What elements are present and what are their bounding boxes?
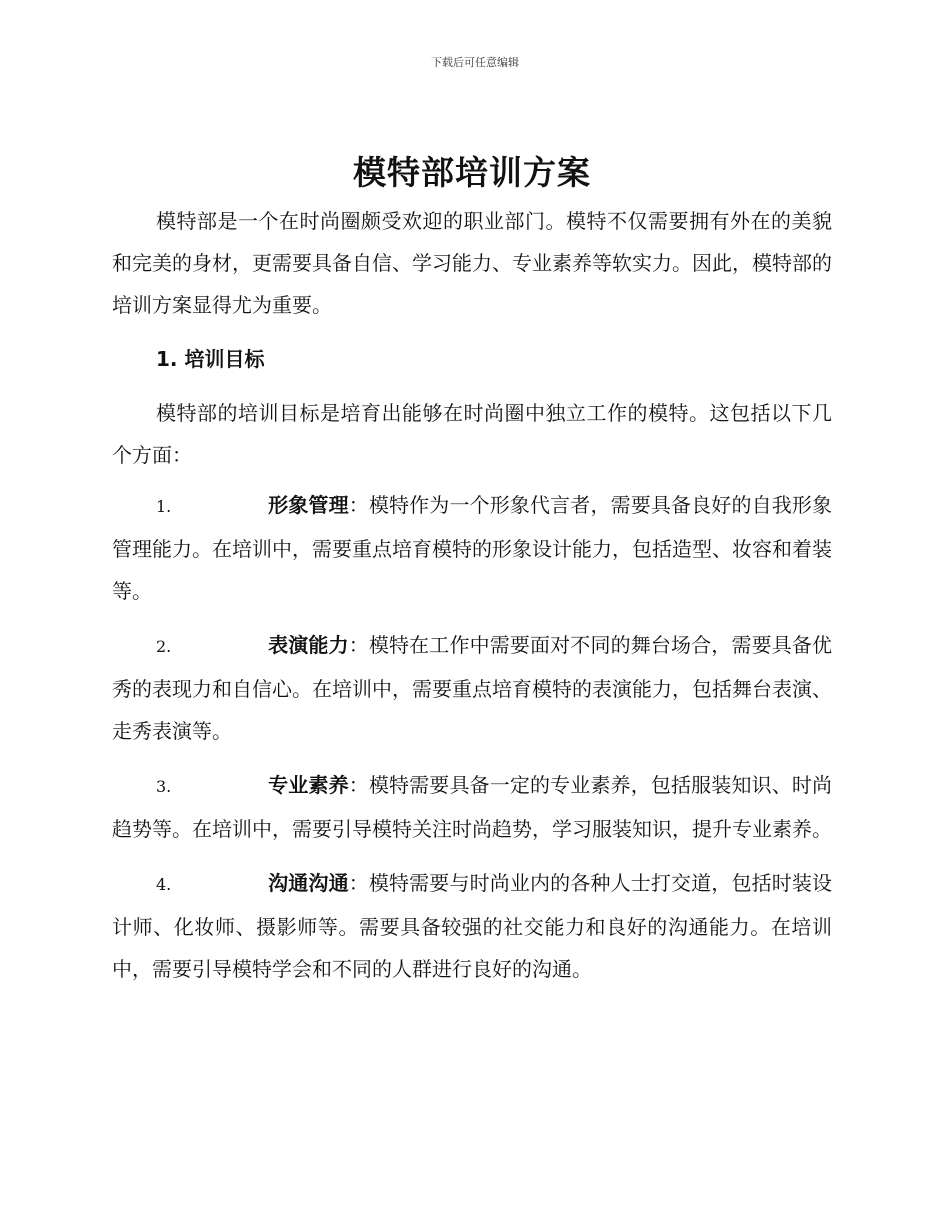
list-item-term: 形象管理: [268, 493, 349, 517]
list-item-term: 表演能力: [268, 633, 349, 657]
list-item-separator: ：: [348, 871, 369, 895]
list-item: [112, 624, 832, 752]
document-body: [112, 150, 832, 1002]
list-item-separator: ：: [348, 493, 369, 517]
list-item-separator: ：: [348, 633, 369, 657]
intro-paragraph: 模特部是一个在时尚圈颇受欢迎的职业部门。模特不仅需要拥有外在的美貌和完美的身材，更需要具备自信、学习能力、专业素养等软实力。因此，模特部的培训方案显得尤为重要。: [112, 209, 832, 317]
list-item-term: 沟通沟通: [268, 871, 349, 895]
list-item: [112, 484, 832, 612]
document-title: 模特部培训方案: [353, 153, 591, 192]
list-item-number: 2.: [156, 637, 172, 656]
section-lead-paragraph: 模特部的培训目标是培育出能够在时尚圈中独立工作的模特。这包括以下几个方面：: [112, 401, 832, 467]
list-item-number: 3.: [156, 777, 172, 796]
list-item: [112, 764, 832, 850]
list-item-text: 模特需要与时尚业内的各种人士打交道，包括时装设计师、化妆师、摄影师等。需要具备较强的社交能力和良好的沟通能力。在培训中，需要引导模特学会和不同的人群进行良好的沟通。: [112, 871, 833, 981]
list-item-separator: ：: [348, 773, 369, 797]
list-item-text: 模特在工作中需要面对不同的舞台场合，需要具备优秀的表现力和自信心。在培训中，需要重点培育模特的表演能力，包括舞台表演、走秀表演等。: [112, 633, 833, 743]
list-item-term: 专业素养: [268, 773, 349, 797]
list-item-text: 模特需要具备一定的专业素养，包括服装知识、时尚趋势等。在培训中，需要引导模特关注时尚趋势，学习服装知识，提升专业素养。: [112, 773, 833, 841]
goal-list: [112, 484, 832, 990]
list-item-text: 模特作为一个形象代言者，需要具备良好的自我形象管理能力。在培训中，需要重点培育模特的形象设计能力，包括造型、妆容和着装等。: [112, 493, 833, 603]
header-note: 下载后可任意编辑: [431, 56, 519, 69]
section-heading: 1. 培训目标: [156, 347, 265, 371]
list-item: [112, 862, 832, 990]
list-item-number: 4.: [156, 875, 172, 894]
list-item-number: 1.: [156, 497, 172, 516]
